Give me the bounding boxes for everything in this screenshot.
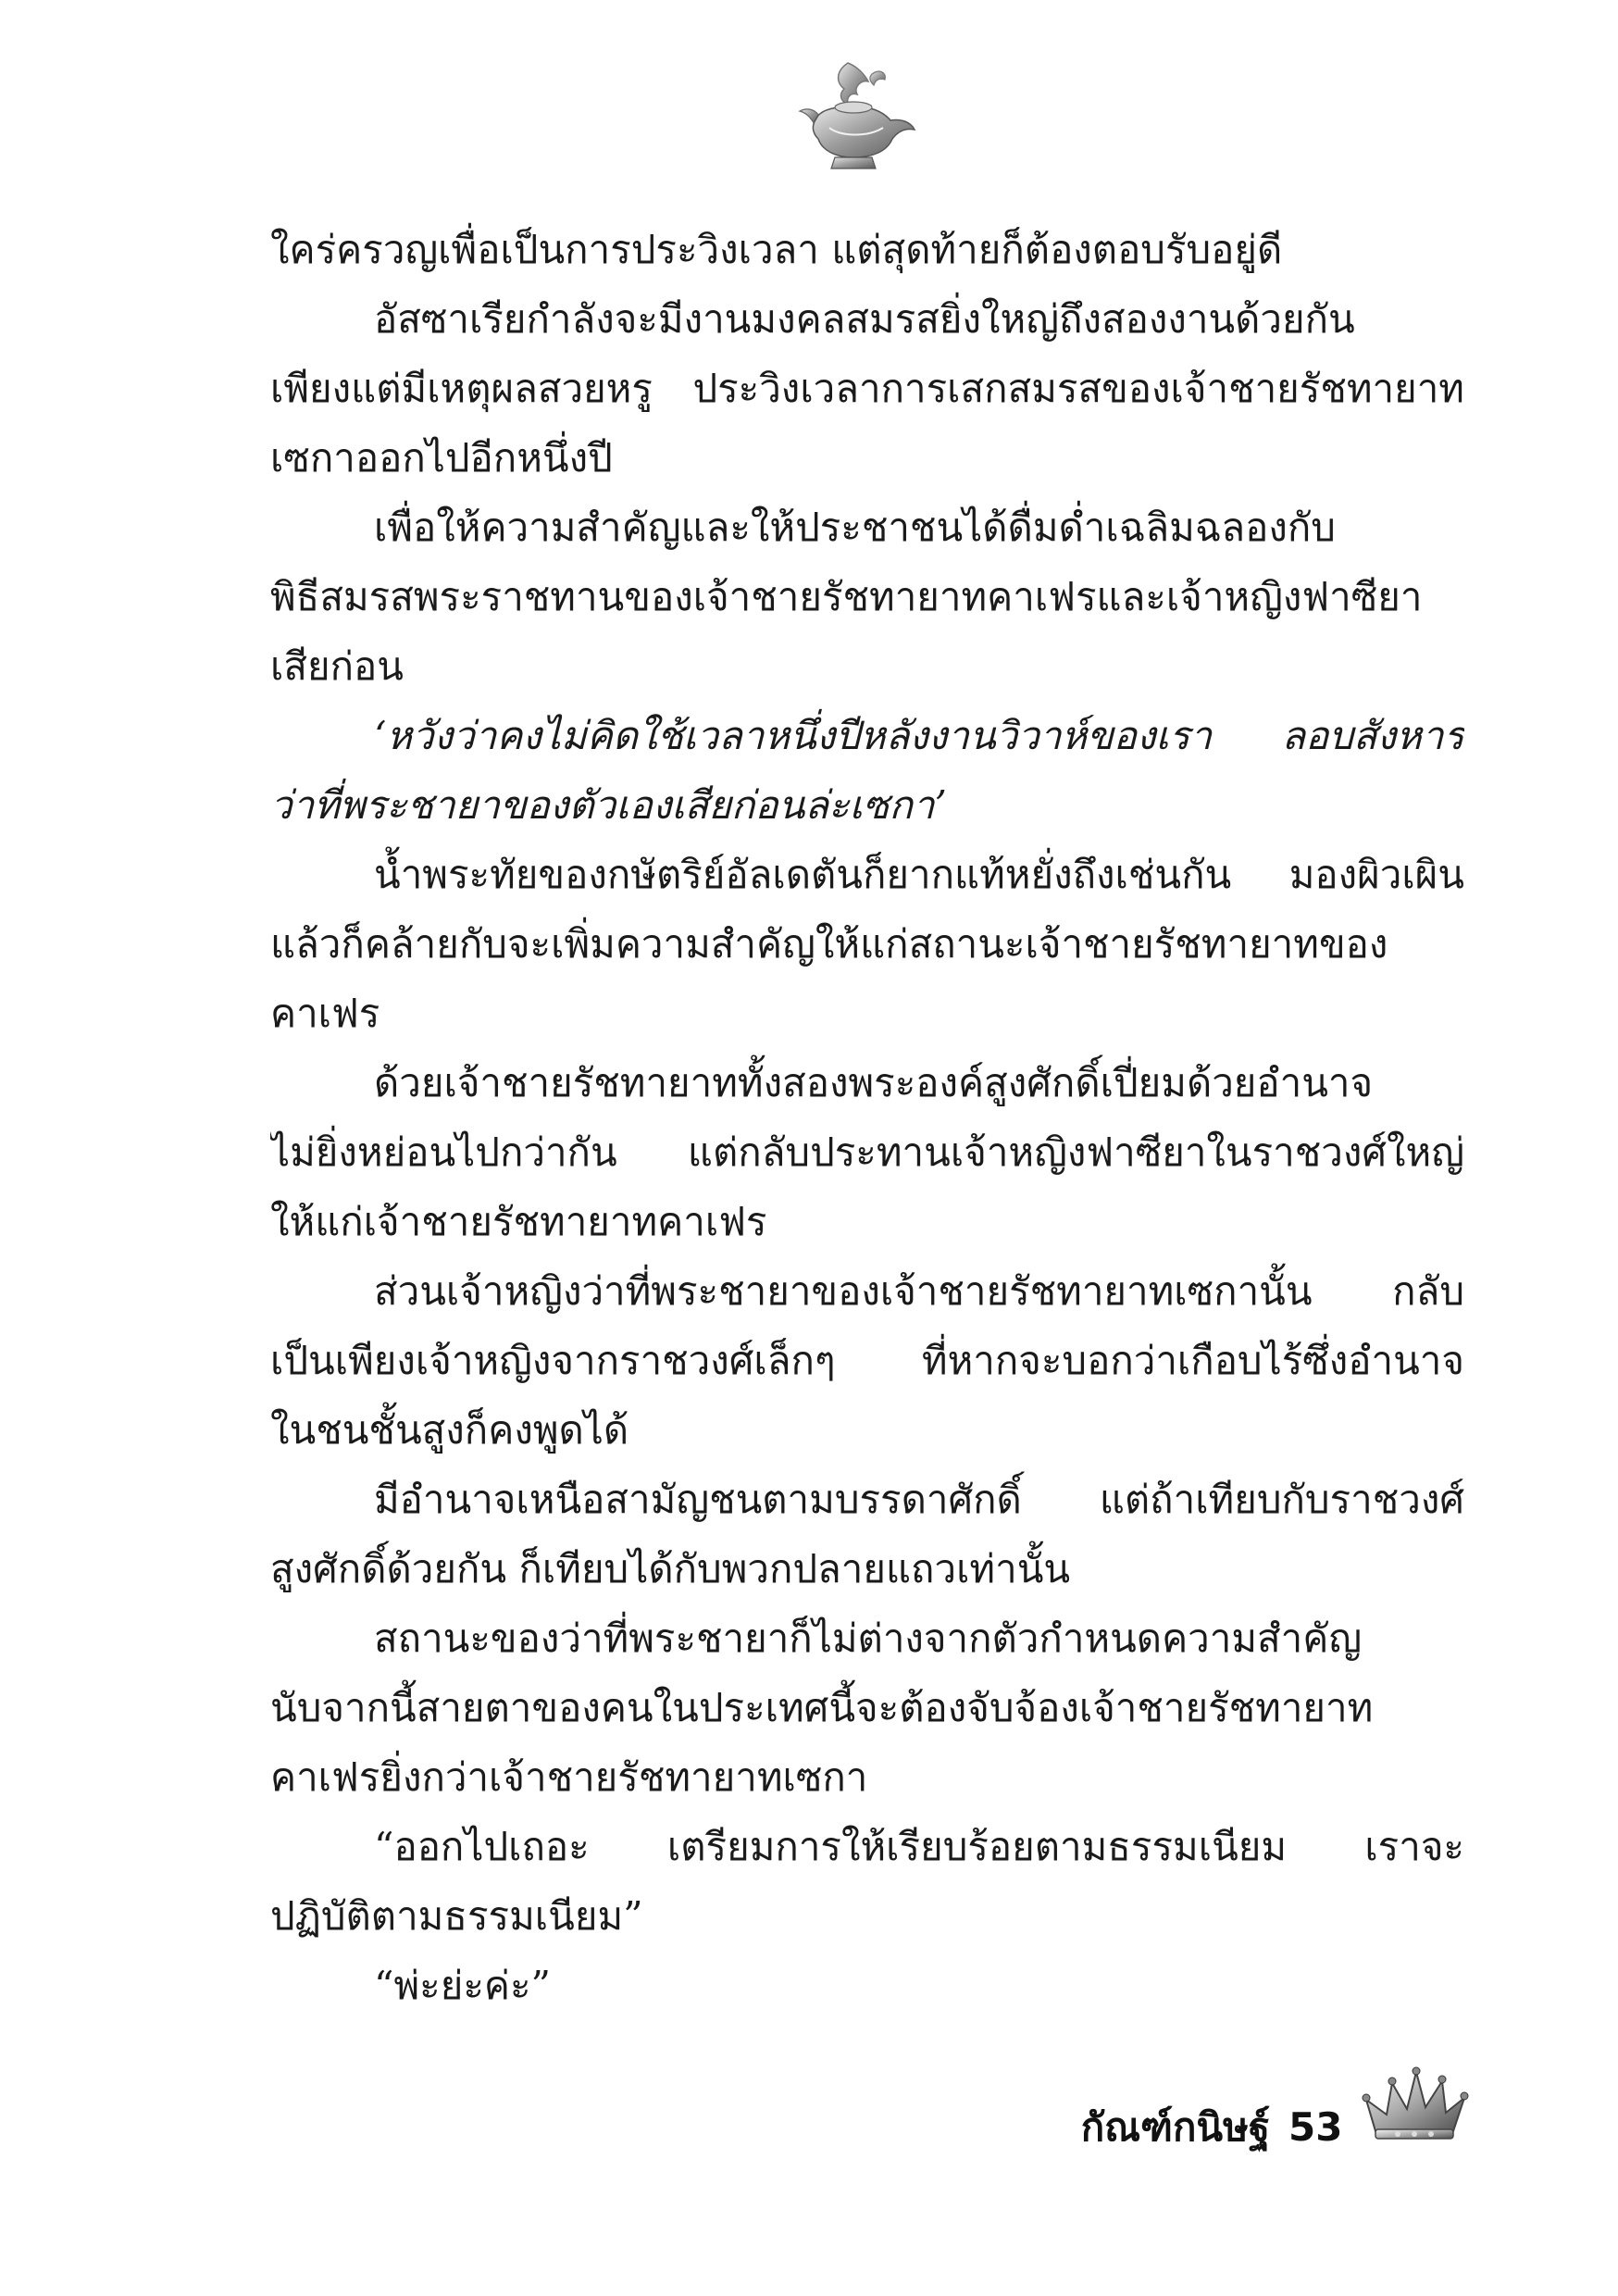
text-line: สถานะของว่าที่พระชายาก็ไม่ต่างจากตัวกำหนดความสำคัญ (374, 1616, 1363, 1661)
genie-lamp-icon (783, 54, 922, 174)
text-line: “ออกไปเถอะ เตรียมการให้เรียบร้อยตามธรรมเนียม เราจะ (374, 1824, 1464, 1869)
text-line: ด้วยเจ้าชายรัชทายาททั้งสองพระองค์สูงศักดิ์เปี่ยมด้วยอำนาจ (374, 1060, 1374, 1105)
running-footer-title: กัณฑ์กนิษฐ์ (1080, 2104, 1270, 2150)
text-line: อัสซาเรียกำลังจะมีงานมงคลสมรสยิ่งใหญ่ถึงสองงานด้วยกัน (374, 296, 1355, 342)
text-line: เพื่อให้ความสำคัญและให้ประชาชนได้ดื่มด่ำเฉลิมฉลองกับ (374, 505, 1336, 550)
text-line: ในชนชั้นสูงก็คงพูดได้ (270, 1407, 629, 1453)
text-line: “พ่ะย่ะค่ะ” (374, 1963, 552, 2008)
text-line: คาเฟร (270, 991, 380, 1036)
page-number: 53 (1288, 2104, 1343, 2150)
text-line: มีอำนาจเหนือสามัญชนตามบรรดาศักดิ์ แต่ถ้าเทียบกับราชวงศ์ (374, 1477, 1464, 1522)
text-line: น้ำพระทัยของกษัตริย์อัลเดตันก็ยากแท้หยั่งถึงเช่นกัน มองผิวเผิน (374, 852, 1464, 897)
text-line: เสียก่อน (270, 643, 404, 689)
text-line: เพียงแต่มีเหตุผลสวยหรู ประวิงเวลาการเสกสมรสของเจ้าชายรัชทายาท (270, 366, 1464, 411)
italic-text-line: ว่าที่พระชายาของตัวเองเสียก่อนล่ะเซกา’ (270, 782, 947, 828)
text-line: เป็นเพียงเจ้าหญิงจากราชวงศ์เล็กๆ ที่หากจะบอกว่าเกือบไร้ซึ่งอำนาจ (270, 1338, 1464, 1383)
crown-icon (1361, 2066, 1470, 2144)
italic-text-line: ‘หวังว่าคงไม่คิดใช้เวลาหนึ่งปีหลังงานวิวาห์ของเรา ลอบสังหาร (374, 713, 1464, 758)
text-line: สูงศักดิ์ด้วยกัน ก็เทียบได้กับพวกปลายแถวเท่านั้น (270, 1546, 1071, 1591)
text-line: ไม่ยิ่งหย่อนไปกว่ากัน แต่กลับประทานเจ้าหญิงฟาซียาในราชวงศ์ใหญ่ (270, 1129, 1464, 1175)
text-line: ปฏิบัติตามธรรมเนียม” (270, 1893, 643, 1939)
text-line: เซกาออกไปอีกหนึ่งปี (270, 435, 613, 480)
text-line: พิธีสมรสพระราชทานของเจ้าชายรัชทายาทคาเฟรและเจ้าหญิงฟาซียา (270, 574, 1423, 619)
body-text (270, 215, 1464, 2020)
text-line: คาเฟรยิ่งกว่าเจ้าชายรัชทายาทเซกา (270, 1754, 868, 1800)
text-line: นับจากนี้สายตาของคนในประเทศนี้จะต้องจับจ้องเจ้าชายรัชทายาท (270, 1685, 1374, 1730)
text-line: ส่วนเจ้าหญิงว่าที่พระชายาของเจ้าชายรัชทายาทเซกานั้น กลับ (374, 1268, 1464, 1314)
text-line: ใคร่ครวญเพื่อเป็นการประวิงเวลา แต่สุดท้ายก็ต้องตอบรับอยู่ดี (270, 227, 1283, 272)
text-line: แล้วก็คล้ายกับจะเพิ่มความสำคัญให้แก่สถานะเจ้าชายรัชทายาทของ (270, 921, 1388, 967)
text-line: ให้แก่เจ้าชายรัชทายาทคาเฟร (270, 1199, 767, 1244)
